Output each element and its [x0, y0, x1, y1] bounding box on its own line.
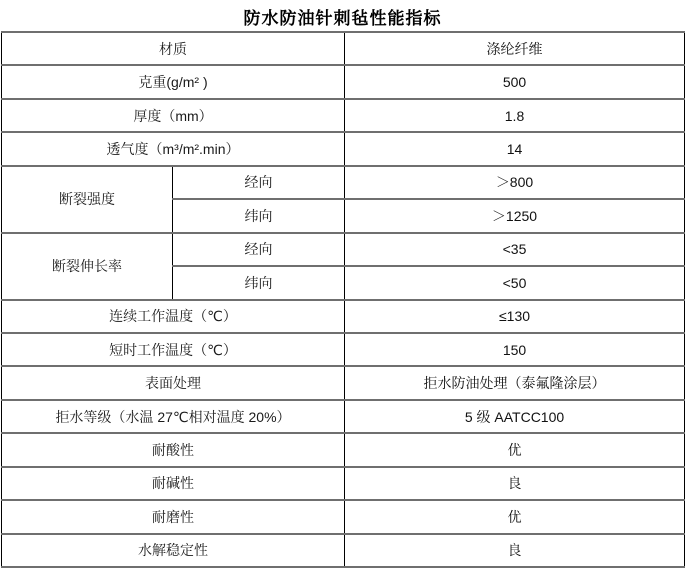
value-cell: 1.8 [345, 99, 685, 132]
sub-label-cell: 纬向 [173, 199, 345, 232]
value-cell: 拒水防油处理（泰氟隆涂层） [345, 366, 685, 399]
table-row [2, 32, 685, 65]
row-label-cell: 透气度（m³/m².min） [2, 132, 345, 165]
value-cell: 涤纶纤维 [345, 32, 685, 65]
table-row [2, 300, 685, 333]
row-label-cell: 厚度（mm） [2, 99, 345, 132]
table-row [2, 467, 685, 500]
row-label-cell: 克重(g/m² ) [2, 65, 345, 98]
value-cell: 500 [345, 65, 685, 98]
spec-table-body [2, 32, 685, 567]
sub-label-cell: 经向 [173, 166, 345, 199]
group-label-cell: 断裂伸长率 [2, 233, 173, 300]
page-title: 防水防油针刺毡性能指标 [243, 9, 442, 28]
value-cell: 5 级 AATCC100 [345, 400, 685, 433]
value-cell: 优 [345, 500, 685, 533]
spec-table [1, 31, 685, 568]
row-label-cell: 耐碱性 [2, 467, 345, 500]
sub-label-cell: 纬向 [173, 266, 345, 299]
table-row [2, 166, 685, 199]
table-row [2, 433, 685, 466]
row-label-cell: 拒水等级（水温 27℃相对温度 20%） [2, 400, 345, 433]
table-row [2, 366, 685, 399]
row-label-cell: 材质 [2, 32, 345, 65]
row-label-cell: 水解稳定性 [2, 534, 345, 567]
table-row [2, 333, 685, 366]
table-row [2, 534, 685, 567]
sub-label-cell: 经向 [173, 233, 345, 266]
value-cell: 良 [345, 467, 685, 500]
table-row [2, 500, 685, 533]
row-label-cell: 短时工作温度（℃） [2, 333, 345, 366]
table-row [2, 132, 685, 165]
row-label-cell: 耐磨性 [2, 500, 345, 533]
table-row [2, 400, 685, 433]
value-cell: 150 [345, 333, 685, 366]
value-cell: <50 [345, 266, 685, 299]
row-label-cell: 表面处理 [2, 366, 345, 399]
table-row [2, 65, 685, 98]
value-cell: 良 [345, 534, 685, 567]
value-cell: ≤130 [345, 300, 685, 333]
row-label-cell: 连续工作温度（℃） [2, 300, 345, 333]
table-row [2, 99, 685, 132]
value-cell: ＞800 [345, 166, 685, 199]
value-cell: 14 [345, 132, 685, 165]
value-cell: 优 [345, 433, 685, 466]
table-row [2, 233, 685, 266]
row-label-cell: 耐酸性 [2, 433, 345, 466]
value-cell: ＞1250 [345, 199, 685, 232]
value-cell: <35 [345, 233, 685, 266]
group-label-cell: 断裂强度 [2, 166, 173, 233]
